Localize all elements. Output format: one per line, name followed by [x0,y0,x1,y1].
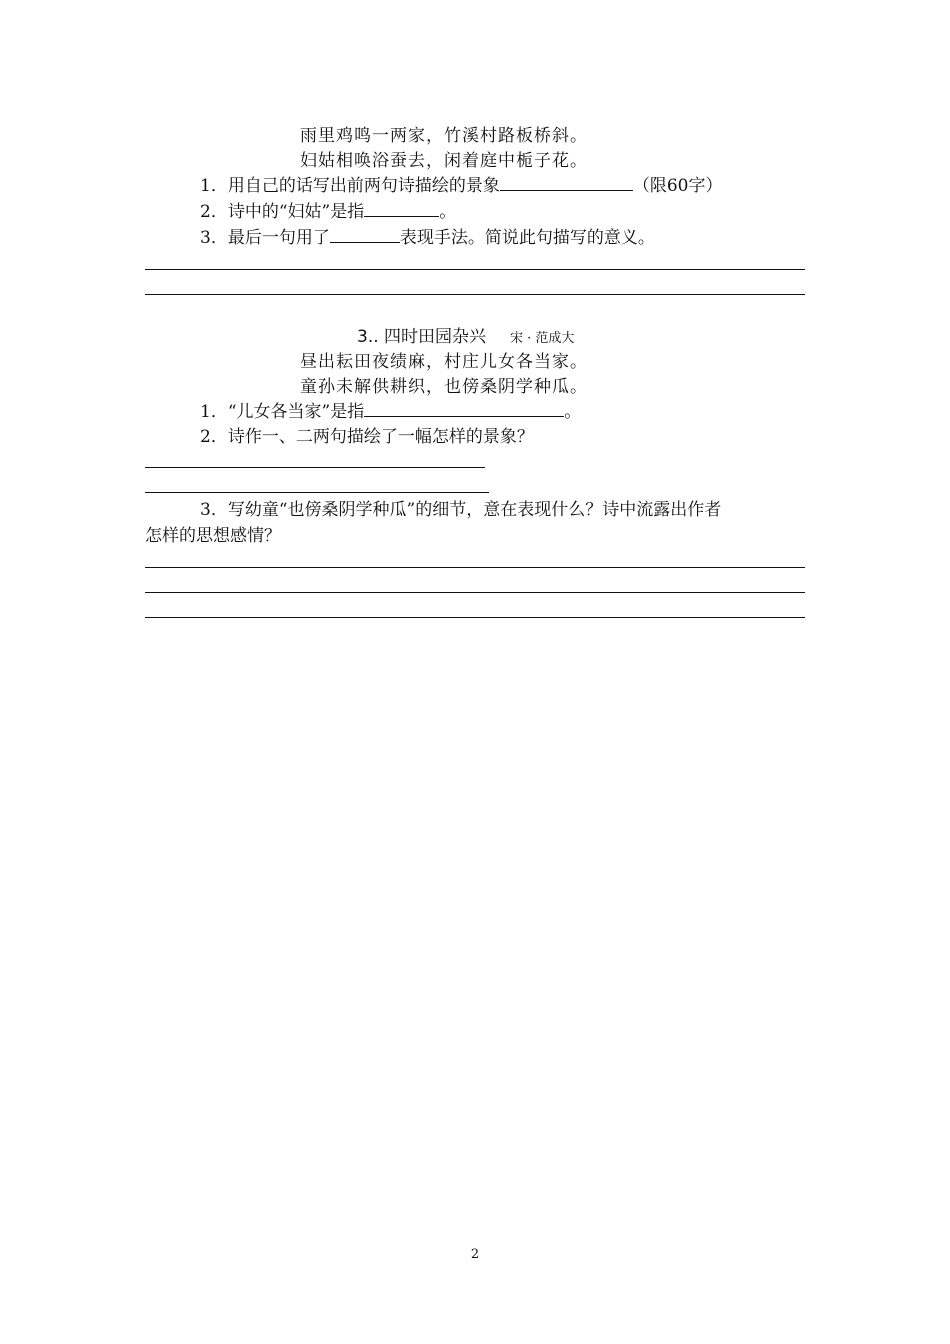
question-text: 诗作一、二两句描绘了一幅怎样的景象？ [227,427,534,447]
question-number: 2． [200,202,228,222]
question-number: 1． [200,176,228,196]
poem-author: 宋 · 范成大 [510,331,575,346]
answer-blank[interactable] [364,400,564,417]
answer-blank[interactable] [364,200,439,217]
question-text: 写幼童“也傍桑阴学种瓜”的细节，意在表现什么？诗中流露出作者 [227,500,722,520]
question-text: “儿女各当家”是指 [227,402,365,422]
question-1-2 [200,200,456,224]
answer-line[interactable] [145,567,805,568]
poem1-line2: 妇姑相唤浴蚕去，闲着庭中栀子花。 [300,151,588,171]
answer-line[interactable] [145,269,805,270]
answer-line[interactable] [145,617,805,618]
answer-line[interactable] [145,592,805,593]
poem1-line1: 雨里鸡鸣一两家，竹溪村路板桥斜。 [300,126,588,146]
question-number: 3． [200,228,228,248]
answer-line[interactable] [145,294,805,295]
question-number: 3． [200,500,228,520]
question-number: 2． [200,427,228,447]
answer-line[interactable] [145,492,489,493]
section3-heading [357,325,574,351]
poem-title: 3.. 四时田园杂兴 [357,327,487,347]
question-text: 最后一句用了 [227,228,330,248]
question-suffix: （限60字） [632,176,723,196]
question-number: 1． [200,402,228,422]
question-suffix: 表现手法。简说此句描写的意义。 [399,228,655,248]
answer-blank[interactable] [500,174,633,191]
question-3-1 [200,400,581,424]
question-suffix: 。 [564,402,582,422]
poem2-line1: 昼出耘田夜绩麻，村庄儿女各当家。 [300,352,588,372]
page-number: 2 [470,1247,480,1262]
question-3-3-continued: 怎样的思想感情？ [145,526,281,546]
poem2-line2: 童孙未解供耕织，也傍桑阴学种瓜。 [300,377,588,397]
answer-line[interactable] [145,467,485,468]
answer-blank[interactable] [330,226,400,243]
question-suffix: 。 [439,202,457,222]
question-1-1 [200,174,722,198]
question-text: 诗中的“妇姑”是指 [227,202,365,222]
question-text: 用自己的话写出前两句诗描绘的景象 [227,176,500,196]
question-3-2 [200,425,534,449]
question-3-3 [200,498,721,522]
question-1-3 [200,226,655,250]
